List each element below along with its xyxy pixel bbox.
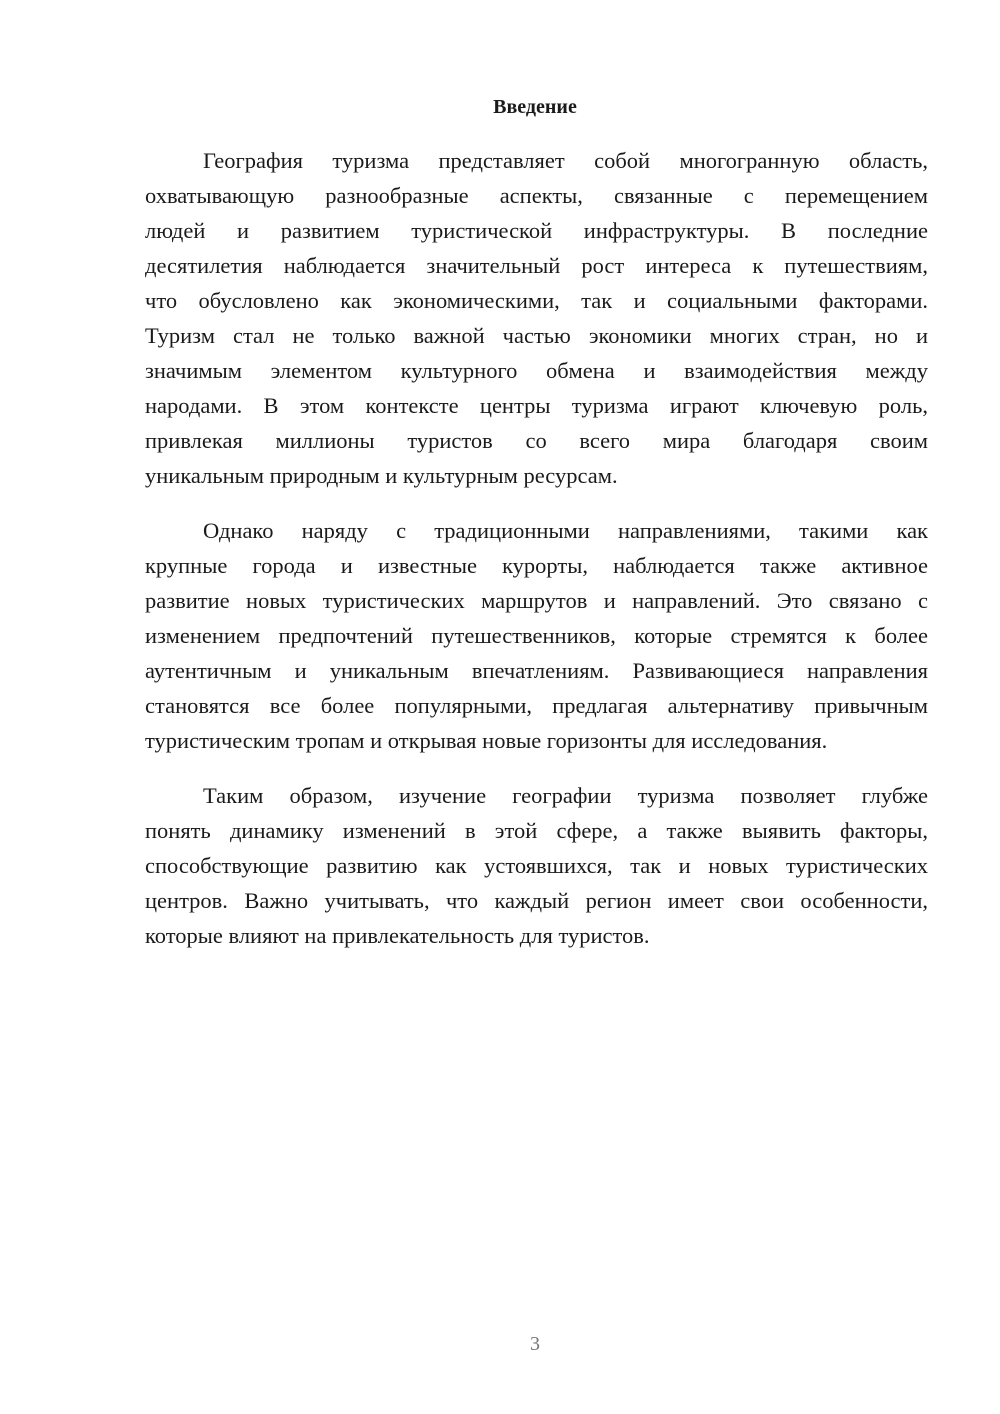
- text-line: становятся все более популярными, предлагая альтернативу привычным: [145, 693, 928, 718]
- text-line: Таким образом, изучение географии туризма позволяет глубже: [203, 783, 928, 808]
- text-line: туристическим тропам и открывая новые горизонты для исследования.: [145, 728, 828, 753]
- paragraph: [145, 143, 928, 493]
- paragraph: [145, 513, 928, 758]
- section-title: Введение: [493, 96, 577, 118]
- text-line: понять динамику изменений в этой сфере, а также выявить факторы,: [145, 818, 928, 843]
- text-line: охватывающую разнообразные аспекты, связанные с перемещением: [145, 183, 928, 208]
- text-line: Однако наряду с традиционными направлениями, такими как: [203, 518, 928, 543]
- text-line: десятилетия наблюдается значительный рост интереса к путешествиям,: [145, 253, 928, 278]
- text-line: уникальным природным и культурным ресурсам.: [145, 463, 618, 488]
- document-body: [145, 143, 928, 973]
- text-line: изменением предпочтений путешественников, которые стремятся к более: [145, 623, 928, 648]
- text-line: народами. В этом контексте центры туризма играют ключевую роль,: [145, 393, 928, 418]
- text-line: Туризм стал не только важной частью экономики многих стран, но и: [145, 323, 928, 348]
- text-line: крупные города и известные курорты, наблюдается также активное: [145, 553, 928, 578]
- text-line: что обусловлено как экономическими, так и социальными факторами.: [145, 288, 928, 313]
- text-line: География туризма представляет собой многогранную область,: [203, 148, 928, 173]
- text-line: которые влияют на привлекательность для туристов.: [145, 923, 650, 948]
- paragraph: [145, 778, 928, 953]
- text-line: привлекая миллионы туристов со всего мира благодаря своим: [145, 428, 928, 453]
- text-line: людей и развитием туристической инфраструктуры. В последние: [145, 218, 928, 243]
- text-line: развитие новых туристических маршрутов и направлений. Это связано с: [145, 588, 928, 613]
- text-line: аутентичным и уникальным впечатлениям. Развивающиеся направления: [145, 658, 928, 683]
- text-line: способствующие развитию как устоявшихся, так и новых туристических: [145, 853, 928, 878]
- page-number: 3: [530, 1333, 540, 1355]
- text-line: центров. Важно учитывать, что каждый регион имеет свои особенности,: [145, 888, 928, 913]
- text-line: значимым элементом культурного обмена и взаимодействия между: [145, 358, 928, 383]
